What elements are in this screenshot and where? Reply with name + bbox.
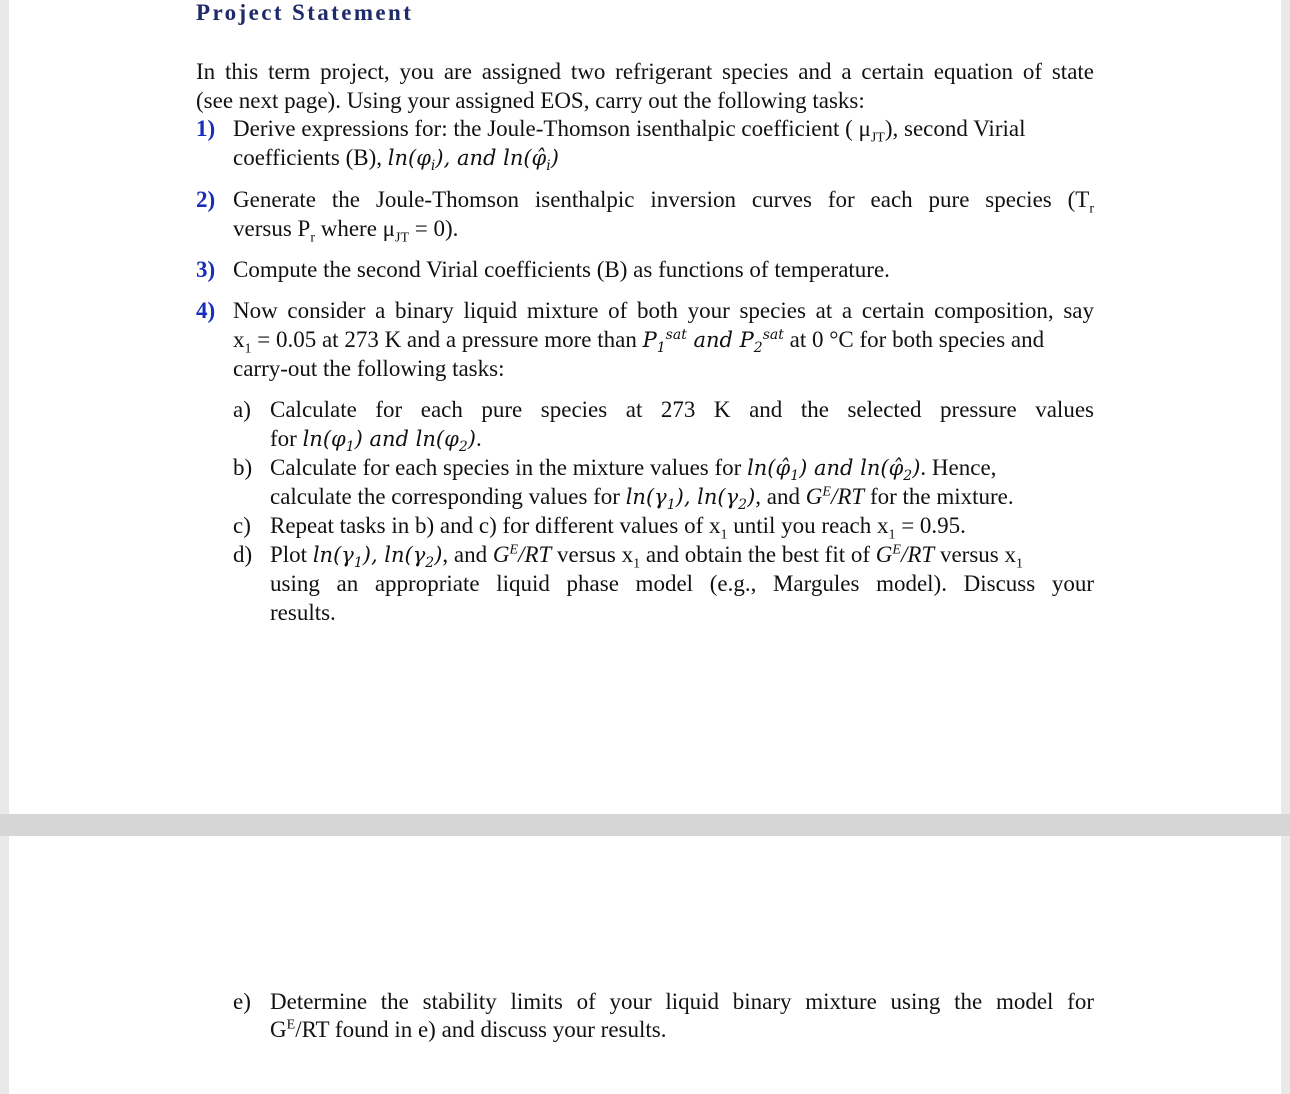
- item-2-line-1: Generate the Joule-Thomson isenthalpic inversion curves for each pure species ($T_r$: [233, 187, 1094, 217]
- item-number-3: 3): [196, 257, 216, 282]
- item-number-4: 4): [196, 298, 216, 323]
- subitem-letter-a: a): [233, 397, 251, 422]
- subitem-letter-c: c): [233, 513, 251, 538]
- item-3-line-1: Compute the second Virial coefficients (B) as functions of temperature.: [233, 257, 890, 282]
- item-2-line-2: versus $P_r$ where $\mu_{JT} = 0$).: [233, 216, 459, 246]
- item-4-line-2: $x_1 = 0.05$ at 273 K and a pressure more than $P_1^{sat}$ and $P_2^{sat}$ at 0 °C for both species and: [233, 327, 1045, 357]
- subitem-d-line-3: results.: [270, 600, 336, 625]
- document-page-2: [9, 836, 1281, 1094]
- subitem-letter-d: d): [233, 542, 253, 567]
- item-number-2: 2): [196, 187, 216, 212]
- subitem-b-line-2: calculate the corresponding values for $\ln(\gamma_1)$, $\ln(\gamma_2)$, and $G^E/RT$ for the mixture.: [270, 484, 1014, 514]
- page-title: Project Statement: [196, 0, 414, 25]
- intro-line-2: (see next page). Using your assigned EOS, carry out the following tasks:: [196, 88, 865, 113]
- subitem-a-line-1: Calculate for each pure species at 273 K and the selected pressure values: [270, 397, 1094, 422]
- subitem-letter-b: b): [233, 455, 253, 480]
- subitem-e-line-2: $G^E/RT$ found in e) and discuss your results.: [270, 1017, 667, 1042]
- page-gap: [0, 814, 1290, 836]
- item-1-line-1: Derive expressions for: the Joule-Thomson isenthalpic coefficient ( $\mu_{JT}$), second Virial: [233, 116, 1026, 146]
- subitem-d-line-2: using an appropriate liquid phase model (e.g., Margules model). Discuss your: [270, 571, 1094, 596]
- subitem-e-line-1: Determine the stability limits of your liquid binary mixture using the model for: [270, 989, 1094, 1014]
- subitem-d-line-1: Plot $\ln(\gamma_1)$, $\ln(\gamma_2)$, and $G^E/RT$ versus $x_1$ and obtain the best fit of $G^E/RT$ versus $x_1$: [270, 542, 1023, 572]
- subitem-b-line-1: Calculate for each species in the mixture values for $\ln(\varphî_1)$ and $\ln(\varphî_2)$. Hence,: [270, 455, 997, 485]
- item-number-1: 1): [196, 116, 216, 141]
- item-4-line-3: carry-out the following tasks:: [233, 356, 505, 381]
- item-4-line-1: Now consider a binary liquid mixture of both your species at a certain composition, say: [233, 298, 1094, 323]
- item-1-line-2: coefficients (B), $\ln(\varphi_i)$, and $\ln(\varphî_i)$: [233, 145, 559, 175]
- document-page-1: [9, 0, 1281, 814]
- subitem-c-line-1: Repeat tasks in b) and c) for different values of $x_1$ until you reach $x_1 = 0.95$.: [270, 513, 966, 543]
- intro-line-1: In this term project, you are assigned two refrigerant species and a certain equation of state: [196, 59, 1094, 84]
- subitem-a-line-2: for $\ln(\varphi_1)$ and $\ln(\varphi_2)$.: [270, 426, 482, 456]
- subitem-letter-e: e): [233, 989, 251, 1014]
